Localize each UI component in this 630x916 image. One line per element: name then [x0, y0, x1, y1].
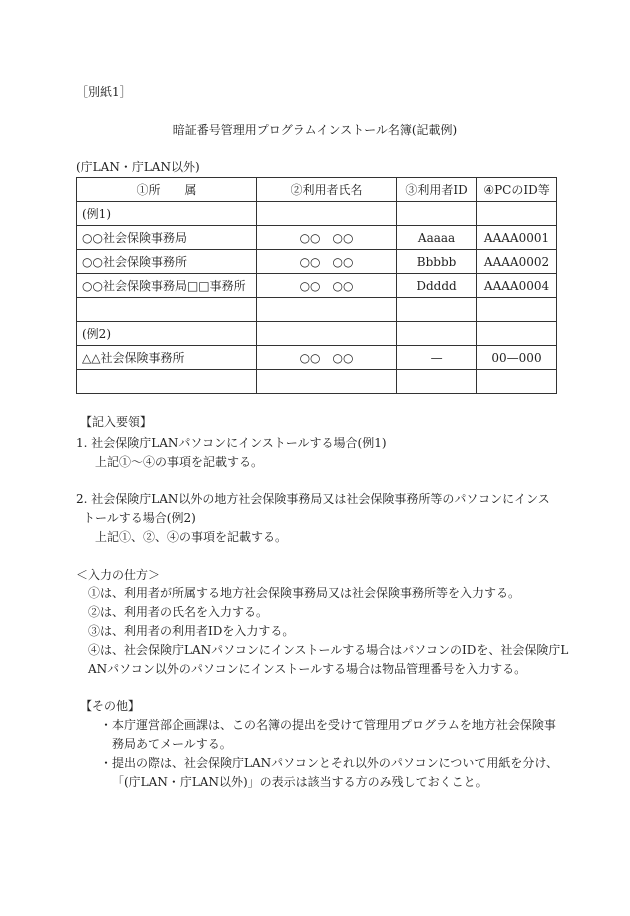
- instructions-heading: 【記入要領】: [80, 415, 153, 429]
- cell-user-id: Bbbbb: [397, 250, 477, 274]
- other-line: ・提出の際は、社会保険庁LANパソコンとそれ以外のパソコンについて用紙を分け、: [100, 756, 558, 770]
- cell-user-id: [397, 202, 477, 226]
- cell-affiliation: △△社会保険事務所: [77, 346, 257, 370]
- table-row: [77, 250, 557, 274]
- cell-user-id: Ddddd: [397, 274, 477, 298]
- cell-pc-id: [477, 322, 557, 346]
- document-title: 暗証番号管理用プログラムインストール名簿(記載例): [172, 123, 458, 137]
- table-row: [77, 202, 557, 226]
- instruction-item-1: 1. 社会保険庁LANパソコンにインストールする場合(例1): [76, 436, 387, 450]
- input-method-heading: ＜入力の仕方＞: [76, 568, 161, 582]
- instruction-item-2-line2: トールする場合(例2): [83, 511, 196, 525]
- cell-pc-id: AAAA0002: [477, 250, 557, 274]
- other-line: 務局あてメールする。: [112, 737, 232, 751]
- header-affiliation: ①所 属: [77, 178, 257, 202]
- cell-user-name: ○○ ○○: [256, 346, 396, 370]
- cell-affiliation: ○○社会保険事務所: [77, 250, 257, 274]
- cell-user-id: [397, 298, 477, 322]
- cell-affiliation: ○○社会保険事務局: [77, 226, 257, 250]
- cell-affiliation: (例2): [77, 322, 257, 346]
- cell-pc-id: [477, 298, 557, 322]
- input-method-line: ①は、利用者が所属する地方社会保険事務局又は社会保険事務所等を入力する。: [88, 586, 521, 600]
- table-row: [77, 370, 557, 394]
- header-pc-id: ④PCのID等: [477, 178, 557, 202]
- instruction-item-2-sub: 上記①、②、④の事項を記載する。: [95, 530, 288, 544]
- input-method-line: ②は、利用者の氏名を入力する。: [88, 605, 269, 619]
- other-heading: 【その他】: [80, 699, 141, 713]
- cell-affiliation: ○○社会保険事務局□□事務所: [77, 274, 257, 298]
- cell-pc-id: [477, 202, 557, 226]
- instruction-item-1-sub: 上記①～④の事項を記載する。: [95, 455, 264, 469]
- table-header-row: [77, 178, 557, 202]
- cell-user-name: [256, 202, 396, 226]
- cell-pc-id: 00—000: [477, 346, 557, 370]
- table-row: [77, 322, 557, 346]
- cell-affiliation: [77, 298, 257, 322]
- input-method-line: ④は、社会保険庁LANパソコンにインストールする場合はパソコンのIDを、社会保険庁L: [88, 643, 569, 657]
- cell-user-name: ○○ ○○: [256, 250, 396, 274]
- input-method-line: ③は、利用者の利用者IDを入力する。: [88, 624, 295, 638]
- cell-user-name: [256, 322, 396, 346]
- input-method-line: ANパソコン以外のパソコンにインストールする場合は物品管理番号を入力する。: [88, 662, 527, 676]
- cell-user-name: [256, 370, 396, 394]
- cell-user-id: [397, 322, 477, 346]
- cell-affiliation: [77, 370, 257, 394]
- header-user-id: ③利用者ID: [397, 178, 477, 202]
- cell-user-id: —: [397, 346, 477, 370]
- attachment-label: ［別紙1］: [76, 85, 132, 99]
- cell-pc-id: AAAA0001: [477, 226, 557, 250]
- cell-pc-id: [477, 370, 557, 394]
- cell-pc-id: AAAA0004: [477, 274, 557, 298]
- header-user-name: ②利用者氏名: [256, 178, 396, 202]
- cell-user-name: [256, 298, 396, 322]
- instruction-item-2-line1: 2. 社会保険庁LAN以外の地方社会保険事務局又は社会保険事務所等のパソコンにインス: [76, 492, 550, 506]
- other-line: ・本庁運営部企画課は、この名簿の提出を受けて管理用プログラムを地方社会保険事: [100, 718, 556, 732]
- cell-user-name: ○○ ○○: [256, 226, 396, 250]
- cell-affiliation: (例1): [77, 202, 257, 226]
- table-row: [77, 226, 557, 250]
- table-row: [77, 346, 557, 370]
- table-row: [77, 274, 557, 298]
- cell-user-id: Aaaaa: [397, 226, 477, 250]
- scope-label: (庁LAN・庁LAN以外): [76, 160, 200, 174]
- table-row: [77, 298, 557, 322]
- registry-table: [76, 177, 557, 394]
- cell-user-id: [397, 370, 477, 394]
- other-line: 「(庁LAN・庁LAN以外)」の表示は該当する方のみ残しておくこと。: [112, 775, 488, 789]
- cell-user-name: ○○ ○○: [256, 274, 396, 298]
